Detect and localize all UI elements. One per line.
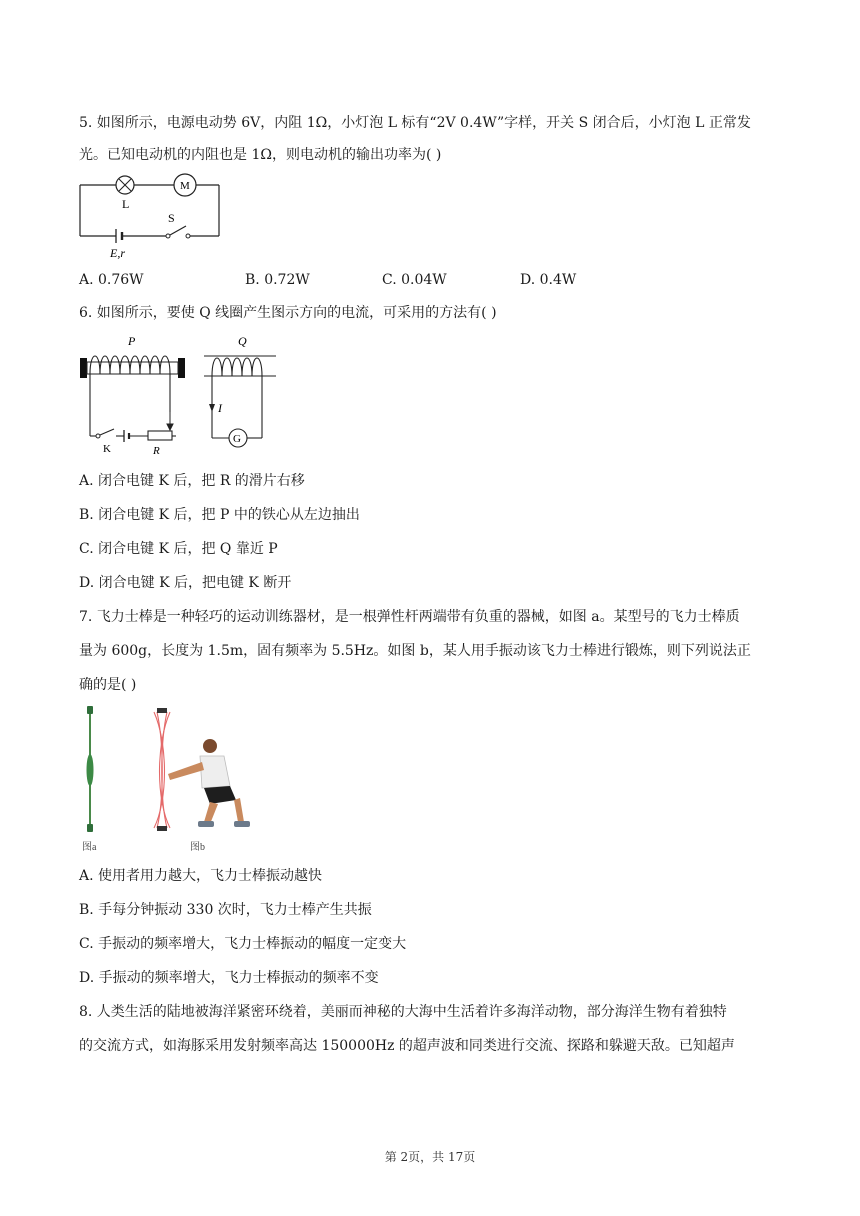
q7-line2: 量为 600g，长度为 1.5m，固有频率为 5.5Hz。如图 b，某人用手振动该飞力士棒进行锻炼，则下列说法正 (79, 643, 751, 659)
q-label: Q (238, 334, 247, 348)
q5-option-b: B. 0.72W (245, 272, 310, 288)
p-coil-icon (90, 356, 170, 374)
fig-a-label: 图a (82, 842, 97, 853)
q6-option-b: B. 闭合电键 K 后，把 P 中的铁心从左边抽出 (79, 507, 360, 523)
q7-line1: 7. 飞力士棒是一种轻巧的运动训练器材，是一根弹性杆两端带有负重的器械，如图 a。某型号的飞力士棒质 (79, 609, 740, 625)
person-icon (168, 739, 250, 827)
fig-b-label: 图b (190, 842, 205, 853)
key-switch-icon (96, 429, 114, 438)
q8-line1: 8. 人类生活的陆地被海洋紧密环绕着，美丽而神秘的大海中生活着许多海洋动物，部分海洋生物有着独特 (79, 1004, 727, 1020)
battery-icon (124, 430, 129, 442)
q8-line2: 的交流方式，如海豚采用发射频率高达 150000Hz 的超声波和同类进行交流、探路和躲避天敌。已知超声 (79, 1038, 735, 1054)
vibrating-bar-icon (154, 712, 170, 828)
q5-option-c: C. 0.04W (382, 272, 447, 288)
q7-flexi-bar-figure (78, 704, 278, 856)
k-label: K (103, 443, 111, 454)
q5-line2: 光。已知电动机的内阻也是 1Ω，则电动机的输出功率为( ) (79, 147, 442, 163)
switch-label: S (168, 211, 175, 225)
q6-coil-figure (76, 332, 281, 454)
q7-line3: 确的是( ) (79, 677, 137, 693)
q7-option-a: A. 使用者用力越大，飞力士棒振动越快 (79, 868, 323, 884)
r-label: R (153, 445, 160, 454)
g-label: G (233, 433, 241, 445)
q6-option-c: C. 闭合电键 K 后，把 Q 靠近 P (79, 541, 278, 557)
p-label: P (128, 334, 136, 348)
q7-option-b: B. 手每分钟振动 330 次时，飞力士棒产生共振 (79, 902, 372, 918)
q5-option-d: D. 0.4W (520, 272, 577, 288)
page-footer: 第 2页，共 17页 (384, 1150, 476, 1164)
q6-option-d: D. 闭合电键 K 后，把电键 K 断开 (79, 575, 292, 591)
motor-label: M (180, 180, 190, 192)
source-label: E,r (110, 246, 125, 260)
lamp-icon (116, 176, 134, 194)
rheostat-icon (148, 412, 173, 440)
q5-option-a: A. 0.76W (79, 272, 144, 288)
q5-line1: 5. 如图所示，电源电动势 6V，内阻 1Ω，小灯泡 L 标有“2V 0.4W”字样，开关 S 闭合后，小灯泡 L 正常发 (79, 115, 751, 131)
switch-icon (166, 226, 190, 238)
i-label: I (218, 401, 222, 415)
battery-icon (116, 229, 122, 243)
current-arrow-icon (209, 404, 215, 412)
q6-option-a: A. 闭合电键 K 后，把 R 的滑片右移 (79, 473, 305, 489)
q5-circuit-figure (76, 170, 226, 262)
flexi-bar-icon (87, 706, 94, 832)
lamp-label: L (122, 197, 130, 211)
q6-line1: 6. 如图所示，要使 Q 线圈产生图示方向的电流，可采用的方法有( ) (79, 305, 497, 321)
q7-option-c: C. 手振动的频率增大，飞力士棒振动的幅度一定变大 (79, 936, 407, 952)
q7-option-d: D. 手振动的频率增大，飞力士棒振动的频率不变 (79, 970, 379, 986)
q-coil-icon (212, 358, 262, 376)
